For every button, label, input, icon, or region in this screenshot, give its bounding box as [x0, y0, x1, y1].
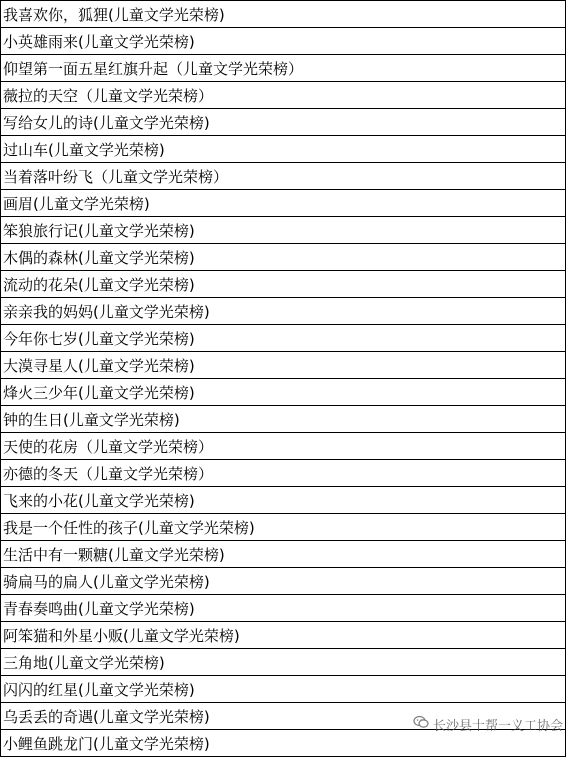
table-row: 三角地(儿童文学光荣榜): [1, 649, 565, 676]
table-row: 我是一个任性的孩子(儿童文学光荣榜): [1, 514, 565, 541]
watermark-text: 长沙县十帮一义工协会: [432, 718, 563, 734]
table-row: 过山车(儿童文学光荣榜): [1, 136, 565, 163]
table-row: 乌丢丢的奇遇(儿童文学光荣榜): [1, 703, 565, 730]
table-row: 仰望第一面五星红旗升起（儿童文学光荣榜）: [1, 55, 565, 82]
table-row: 木偶的森林(儿童文学光荣榜): [1, 244, 565, 271]
table-row: 钟的生日(儿童文学光荣榜): [1, 406, 565, 433]
table-row: 大漠寻星人(儿童文学光荣榜): [1, 352, 565, 379]
table-row: 飞来的小花(儿童文学光荣榜): [1, 487, 565, 514]
table-row: 画眉(儿童文学光荣榜): [1, 190, 565, 217]
table-row: 流动的花朵(儿童文学光荣榜): [1, 271, 565, 298]
table-row: 亦德的冬天（儿童文学光荣榜）: [1, 460, 565, 487]
table-row: 青春奏鸣曲(儿童文学光荣榜): [1, 595, 565, 622]
table-row: 骑扁马的扁人(儿童文学光荣榜): [1, 568, 565, 595]
wechat-icon: [413, 714, 429, 734]
table-row: 亲亲我的妈妈(儿童文学光荣榜): [1, 298, 565, 325]
table-row: 今年你七岁(儿童文学光荣榜): [1, 325, 565, 352]
table-row: 小鲤鱼跳龙门(儿童文学光荣榜): [1, 730, 565, 757]
table-row: 闪闪的红星(儿童文学光荣榜): [1, 676, 565, 703]
table-row: 生活中有一颗糖(儿童文学光荣榜): [1, 541, 565, 568]
watermark: [413, 714, 563, 734]
table-row: 写给女儿的诗(儿童文学光荣榜): [1, 109, 565, 136]
table-row: 阿笨猫和外星小贩(儿童文学光荣榜): [1, 622, 565, 649]
table-row: 当着落叶纷飞（儿童文学光荣榜）: [1, 163, 565, 190]
table-row: 天使的花房（儿童文学光荣榜）: [1, 433, 565, 460]
table-row: 笨狼旅行记(儿童文学光荣榜): [1, 217, 565, 244]
table-row: 小英雄雨来(儿童文学光荣榜): [1, 28, 565, 55]
table-row: 我喜欢你，狐狸(儿童文学光荣榜): [1, 1, 565, 28]
table-row: 烽火三少年(儿童文学光荣榜): [1, 379, 565, 406]
table-row: 薇拉的天空（儿童文学光荣榜）: [1, 82, 565, 109]
